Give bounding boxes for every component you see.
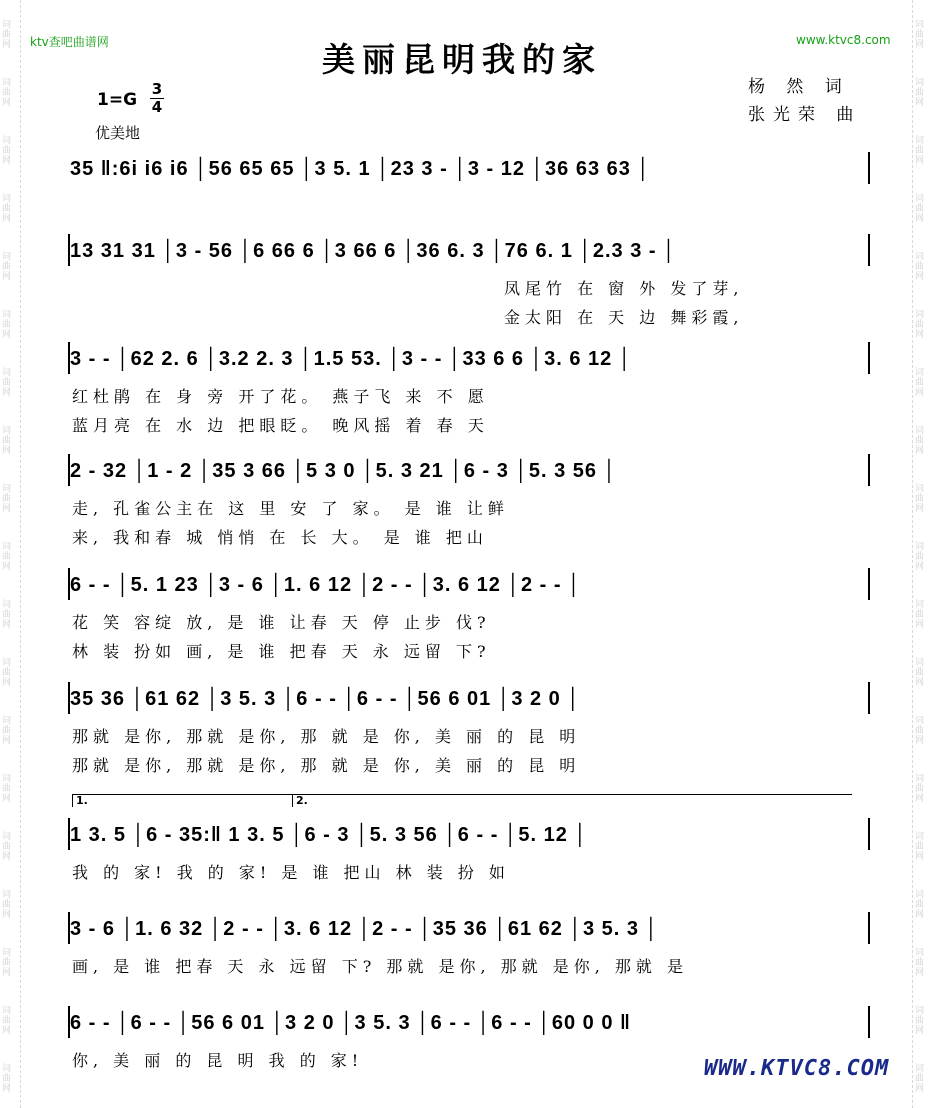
watermark-glyphs: 词 曲 网 (915, 20, 925, 50)
lyric-line: 来, 我和春 城 悄悄 在 长 大。 是 谁 把山 (72, 528, 488, 547)
watermark-glyphs: 词 曲 网 (2, 368, 12, 398)
lyric-line: 蓝月亮 在 水 边 把眼眨。 晚风摇 着 春 天 (72, 416, 489, 435)
watermark-glyphs: 词 曲 网 (2, 832, 12, 862)
barline-end (868, 568, 870, 600)
notation-row-1: 35 ‖:6i i6 i6 │56 65 65 │3 5. 1 │23 3 - │3 - 12 │36 63 63 │ (70, 158, 651, 180)
notation-row-3: 3 - - │62 2. 6 │3.2 2. 3 │1.5 53. │3 - - │33 6 6 │3. 6 12 │ (70, 348, 633, 370)
watermark-glyphs: 词 曲 网 (2, 252, 12, 282)
watermark-glyphs: 词 曲 网 (915, 600, 925, 630)
watermark-glyphs: 词 曲 网 (2, 716, 12, 746)
lyric-line: 那就 是你, 那就 是你, 那 就 是 你, 美 丽 的 昆 明 (72, 727, 581, 746)
notation-row-4: 2 - 32 │1 - 2 │35 3 66 │5 3 0 │5. 3 21 │6 - 3 │5. 3 56 │ (70, 460, 618, 482)
watermark-glyphs: 词 曲 网 (2, 194, 12, 224)
right-margin-watermark (912, 0, 933, 1108)
time-signature-bottom: 4 (151, 98, 163, 116)
composer-credit: 张光荣 曲 (748, 105, 862, 125)
watermark-glyphs: 词 曲 网 (915, 426, 925, 456)
watermark-glyphs: 词 曲 网 (2, 774, 12, 804)
bottom-site-logo[interactable] (704, 1056, 889, 1081)
watermark-glyphs: 词 曲 网 (915, 832, 925, 862)
watermark-glyphs: 词 曲 网 (2, 136, 12, 166)
lyric-line: 红杜鹃 在 身 旁 开了花。 燕子飞 来 不 愿 (72, 387, 489, 406)
lyric-line: 画, 是 谁 把春 天 永 远留 下? 那就 是你, 那就 是你, 那就 是 (72, 957, 688, 976)
watermark-glyphs: 词 曲 网 (915, 194, 925, 224)
notation-row-6: 35 36 │61 62 │3 5. 3 │6 - - │6 - - │56 6 01 │3 2 0 │ (70, 688, 581, 710)
watermark-glyphs: 词 曲 网 (915, 774, 925, 804)
watermark-glyphs: 词 曲 网 (2, 484, 12, 514)
barline-end (868, 234, 870, 266)
barline-end (868, 1006, 870, 1038)
notation-row-9: 6 - - │6 - - │56 6 01 │3 2 0 │3 5. 3 │6 - - │6 - - │60 0 0 ‖ (70, 1012, 631, 1034)
barline-start (68, 912, 70, 944)
volta-bracket-1: 1. (72, 794, 292, 807)
watermark-glyphs: 词 曲 网 (915, 658, 925, 688)
site-url-right[interactable]: www.ktvc8.com (796, 33, 891, 47)
watermark-glyphs: 词 曲 网 (2, 310, 12, 340)
lyric-line: 我 的 家! 我 的 家! 是 谁 把山 林 装 扮 如 (72, 863, 510, 882)
watermark-glyphs: 词 曲 网 (915, 310, 925, 340)
watermark-glyphs: 词 曲 网 (915, 368, 925, 398)
barline-start (68, 818, 70, 850)
bottom-logo-text: WWW.KTVC8.COM (704, 1056, 890, 1081)
watermark-glyphs: 词 曲 网 (915, 484, 925, 514)
barline-end (868, 682, 870, 714)
notation-row-5: 6 - - │5. 1 23 │3 - 6 │1. 6 12 │2 - - │3. 6 12 │2 - - │ (70, 574, 582, 596)
watermark-glyphs: 词 曲 网 (2, 78, 12, 108)
barline-end (868, 152, 870, 184)
song-title: 美丽昆明我的家 (322, 40, 602, 79)
barline-end (868, 454, 870, 486)
lyric-line: 凤尾竹 在 窗 外 发了芽, (504, 279, 744, 298)
watermark-glyphs: 词 曲 网 (2, 1064, 12, 1094)
watermark-glyphs: 词 曲 网 (915, 136, 925, 166)
barline-start (68, 342, 70, 374)
lyricist-credit: 杨 然 词 (748, 77, 850, 97)
tempo-marking: 优美地 (95, 124, 141, 142)
left-margin-watermark (0, 0, 21, 1108)
watermark-glyphs: 词 曲 网 (2, 1006, 12, 1036)
key-signature: 1=G (97, 90, 138, 110)
notation-row-7: 1 3. 5 │6 - 35:‖ 1 3. 5 │6 - 3 │5. 3 56 │6 - - │5. 12 │ (70, 824, 588, 846)
watermark-glyphs: 词 曲 网 (915, 78, 925, 108)
barline-end (868, 912, 870, 944)
watermark-glyphs: 词 曲 网 (2, 542, 12, 572)
watermark-glyphs: 词 曲 网 (915, 890, 925, 920)
lyric-line: 那就 是你, 那就 是你, 那 就 是 你, 美 丽 的 昆 明 (72, 756, 581, 775)
watermark-glyphs: 词 曲 网 (915, 542, 925, 572)
barline-end (868, 342, 870, 374)
notation-row-2: 13 31 31 │3 - 56 │6 66 6 │3 66 6 │36 6. 3 │76 6. 1 │2.3 3 - │ (70, 240, 677, 262)
watermark-glyphs: 词 曲 网 (915, 948, 925, 978)
watermark-glyphs: 词 曲 网 (2, 658, 12, 688)
notation-row-8: 3 - 6 │1. 6 32 │2 - - │3. 6 12 │2 - - │35 36 │61 62 │3 5. 3 │ (70, 918, 660, 940)
lyric-line: 金太阳 在 天 边 舞彩霞, (504, 308, 744, 327)
time-signature (150, 82, 164, 115)
site-name-left[interactable]: ktv查吧曲谱网 (30, 35, 109, 49)
watermark-glyphs: 词 曲 网 (2, 426, 12, 456)
barline-start (68, 1006, 70, 1038)
watermark-glyphs: 词 曲 网 (2, 890, 12, 920)
barline-start (68, 682, 70, 714)
watermark-glyphs: 词 曲 网 (2, 948, 12, 978)
lyric-line: 花 笑 容绽 放, 是 谁 让春 天 停 止步 伐? (72, 613, 491, 632)
barline-end (868, 818, 870, 850)
watermark-glyphs: 词 曲 网 (915, 252, 925, 282)
barline-start (68, 568, 70, 600)
lyric-line: 走, 孔雀公主在 这 里 安 了 家。 是 谁 让鲜 (72, 499, 509, 518)
watermark-glyphs: 词 曲 网 (915, 716, 925, 746)
watermark-glyphs: 词 曲 网 (915, 1064, 925, 1094)
volta-bracket-2: 2. (292, 794, 852, 807)
watermark-glyphs: 词 曲 网 (2, 600, 12, 630)
lyric-line: 你, 美 丽 的 昆 明 我 的 家! (72, 1051, 364, 1070)
watermark-glyphs: 词 曲 网 (2, 20, 12, 50)
watermark-glyphs: 词 曲 网 (915, 1006, 925, 1036)
barline-start (68, 454, 70, 486)
time-signature-top: 3 (151, 80, 163, 98)
barline-start (68, 234, 70, 266)
lyric-line: 林 装 扮如 画, 是 谁 把春 天 永 远留 下? (72, 642, 491, 661)
